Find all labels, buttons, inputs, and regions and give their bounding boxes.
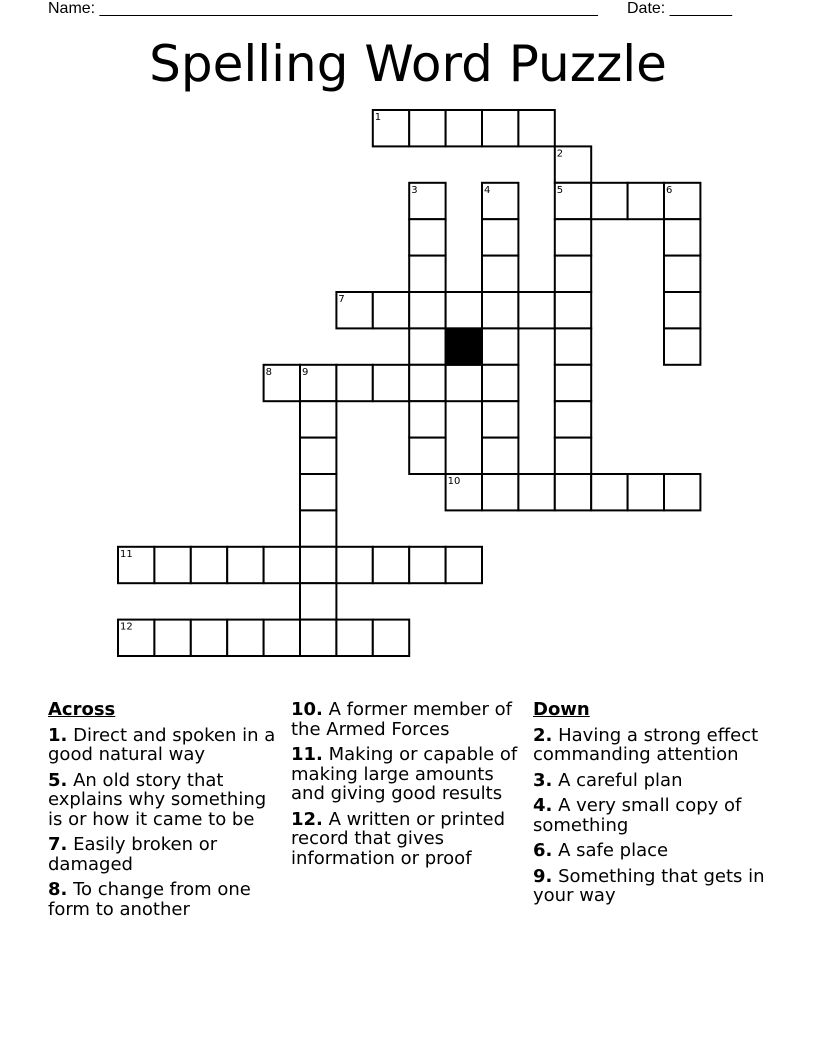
crossword-cell[interactable] <box>518 110 554 146</box>
crossword-cell[interactable] <box>373 110 409 146</box>
crossword-cell[interactable] <box>373 365 409 401</box>
crossword-cell[interactable] <box>482 219 518 255</box>
clue-text: Something that gets in your way <box>533 865 765 906</box>
crossword-cell[interactable] <box>482 474 518 510</box>
crossword-cell[interactable] <box>482 183 518 219</box>
across-clue <box>291 810 526 869</box>
date-field[interactable]: Date: _______ <box>627 0 732 17</box>
crossword-cell[interactable] <box>591 474 627 510</box>
crossword-cell[interactable] <box>664 292 700 328</box>
clue-number-label: 10 <box>447 476 461 487</box>
crossword-cell[interactable] <box>555 328 591 364</box>
clue-number: 4. <box>533 795 553 816</box>
crossword-cell[interactable] <box>482 256 518 292</box>
clue-text: A careful plan <box>558 769 683 791</box>
crossword-cell[interactable] <box>409 219 445 255</box>
crossword-cell[interactable] <box>555 183 591 219</box>
clue-number: 3. <box>533 769 553 791</box>
crossword-cell[interactable] <box>300 510 336 546</box>
crossword-cell[interactable] <box>555 292 591 328</box>
down-clue <box>533 771 768 791</box>
crossword-cell[interactable] <box>336 365 372 401</box>
crossword-cell[interactable] <box>300 438 336 474</box>
crossword-cell[interactable] <box>264 620 300 656</box>
crossword-cell[interactable] <box>409 438 445 474</box>
clue-text: A safe place <box>558 840 669 861</box>
crossword-cell[interactable] <box>191 620 227 656</box>
crossword-cell[interactable] <box>373 620 409 656</box>
crossword-cell[interactable] <box>518 474 554 510</box>
clue-number-label: 9 <box>302 366 309 378</box>
crossword-cell[interactable] <box>446 474 482 510</box>
crossword-cell[interactable] <box>591 183 627 219</box>
clue-number: 8. <box>48 879 68 900</box>
clue-number: 10. <box>291 699 323 720</box>
across-clue <box>291 700 526 739</box>
clue-number: 9. <box>533 865 553 887</box>
crossword-cell[interactable] <box>555 401 591 437</box>
clue-text: A written or printed record that gives information or proof <box>291 808 506 869</box>
crossword-cell[interactable] <box>446 292 482 328</box>
clue-number: 1. <box>48 724 68 746</box>
clue-text: A former member of the Armed Forces <box>291 699 512 740</box>
clue-number: 5. <box>48 769 68 791</box>
clue-number: 6. <box>533 840 553 861</box>
crossword-cell[interactable] <box>482 110 518 146</box>
across-clue <box>48 880 283 919</box>
clue-number-label: 1 <box>374 112 382 123</box>
clue-number: 11. <box>291 744 323 765</box>
crossword-cell[interactable] <box>118 620 154 656</box>
clues-column-2 <box>291 700 526 874</box>
across-clue <box>48 726 283 765</box>
clue-number: 2. <box>533 724 553 746</box>
crossword-cell[interactable] <box>664 219 700 255</box>
crossword-cell[interactable] <box>628 183 664 219</box>
clue-number: 7. <box>48 834 68 855</box>
clue-number-label: 5 <box>556 184 564 196</box>
crossword-cell[interactable] <box>555 365 591 401</box>
clues-column-3 <box>533 700 768 912</box>
crossword-cell[interactable] <box>555 146 591 182</box>
down-clue <box>533 867 768 906</box>
clue-number: 12. <box>291 808 323 830</box>
down-clue <box>533 796 768 835</box>
crossword-cell[interactable] <box>482 365 518 401</box>
name-field[interactable]: Name: ________________________________________________________ <box>48 0 598 17</box>
clue-number-label: 3 <box>411 184 418 196</box>
across-heading: Across <box>48 699 116 720</box>
crossword-cell[interactable] <box>336 292 372 328</box>
crossword-cell[interactable] <box>482 292 518 328</box>
crossword-cell[interactable] <box>664 183 700 219</box>
crossword-cell[interactable] <box>154 547 190 583</box>
across-clue <box>291 745 526 804</box>
crossword-cell[interactable] <box>300 365 336 401</box>
down-clue <box>533 841 768 861</box>
crossword-cell[interactable] <box>518 292 554 328</box>
clue-text: A very small copy of something <box>533 795 742 836</box>
clue-number-label: 8 <box>265 366 272 378</box>
across-clue <box>48 771 283 830</box>
crossword-cell[interactable] <box>628 474 664 510</box>
crossword-cell[interactable] <box>555 438 591 474</box>
crossword-cell[interactable] <box>336 620 372 656</box>
clue-number-label: 7 <box>338 294 345 305</box>
crossword-cell[interactable] <box>446 365 482 401</box>
crossword-cell[interactable] <box>300 620 336 656</box>
clue-number-label: 2 <box>556 148 564 160</box>
crossword-cell[interactable] <box>300 401 336 437</box>
crossword-cell[interactable] <box>154 620 190 656</box>
crossword-cell[interactable] <box>482 401 518 437</box>
down-clue <box>533 726 768 765</box>
crossword-cell[interactable] <box>664 256 700 292</box>
crossword-cell[interactable] <box>555 219 591 255</box>
clue-number-label: 6 <box>666 184 673 196</box>
crossword-cell[interactable] <box>409 328 445 364</box>
clue-number-label: 11 <box>120 548 133 560</box>
crossword-cell[interactable] <box>191 547 227 583</box>
crossword-cell[interactable] <box>373 292 409 328</box>
clue-number-label: 12 <box>120 621 133 633</box>
crossword-cell[interactable] <box>409 401 445 437</box>
clue-number-label: 4 <box>484 184 491 196</box>
crossword-cell[interactable] <box>373 547 409 583</box>
clues-column-1 <box>48 700 283 925</box>
clue-text: Having a strong effect commanding attention <box>533 724 759 765</box>
crossword-cell[interactable] <box>555 256 591 292</box>
crossword-cell[interactable] <box>336 547 372 583</box>
crossword-cell[interactable] <box>446 110 482 146</box>
crossword-cell[interactable] <box>664 328 700 364</box>
clue-text: Easily broken or damaged <box>48 834 218 875</box>
clue-text: An old story that explains why something is or how it came to be <box>48 769 267 830</box>
header <box>48 0 748 20</box>
clue-text: Direct and spoken in a good natural way <box>48 724 276 765</box>
crossword-cell[interactable] <box>409 256 445 292</box>
page-title: Spelling Word Puzzle <box>149 35 667 93</box>
crossword-cell[interactable] <box>300 474 336 510</box>
crossword-cell[interactable] <box>409 110 445 146</box>
crossword-cell[interactable] <box>409 292 445 328</box>
crossword-cell[interactable] <box>482 438 518 474</box>
crossword-cell[interactable] <box>227 620 263 656</box>
crossword-cell[interactable] <box>118 547 154 583</box>
clue-text: To change from one form to another <box>48 879 251 920</box>
crossword-cell[interactable] <box>264 547 300 583</box>
across-clue <box>48 835 283 874</box>
down-heading: Down <box>533 699 590 720</box>
crossword-cell[interactable] <box>300 583 336 619</box>
crossword-cell[interactable] <box>300 547 336 583</box>
crossword-cell[interactable] <box>409 183 445 219</box>
crossword-cell[interactable] <box>409 365 445 401</box>
crossword-black-cell <box>446 328 482 364</box>
clue-text: Making or capable of making large amounts and giving good results <box>291 744 518 804</box>
crossword-cell[interactable] <box>555 474 591 510</box>
crossword-cell[interactable] <box>409 547 445 583</box>
crossword-cell[interactable] <box>227 547 263 583</box>
crossword-cell[interactable] <box>446 547 482 583</box>
crossword-cell[interactable] <box>264 365 300 401</box>
crossword-cell[interactable] <box>482 328 518 364</box>
crossword-cell[interactable] <box>664 474 700 510</box>
